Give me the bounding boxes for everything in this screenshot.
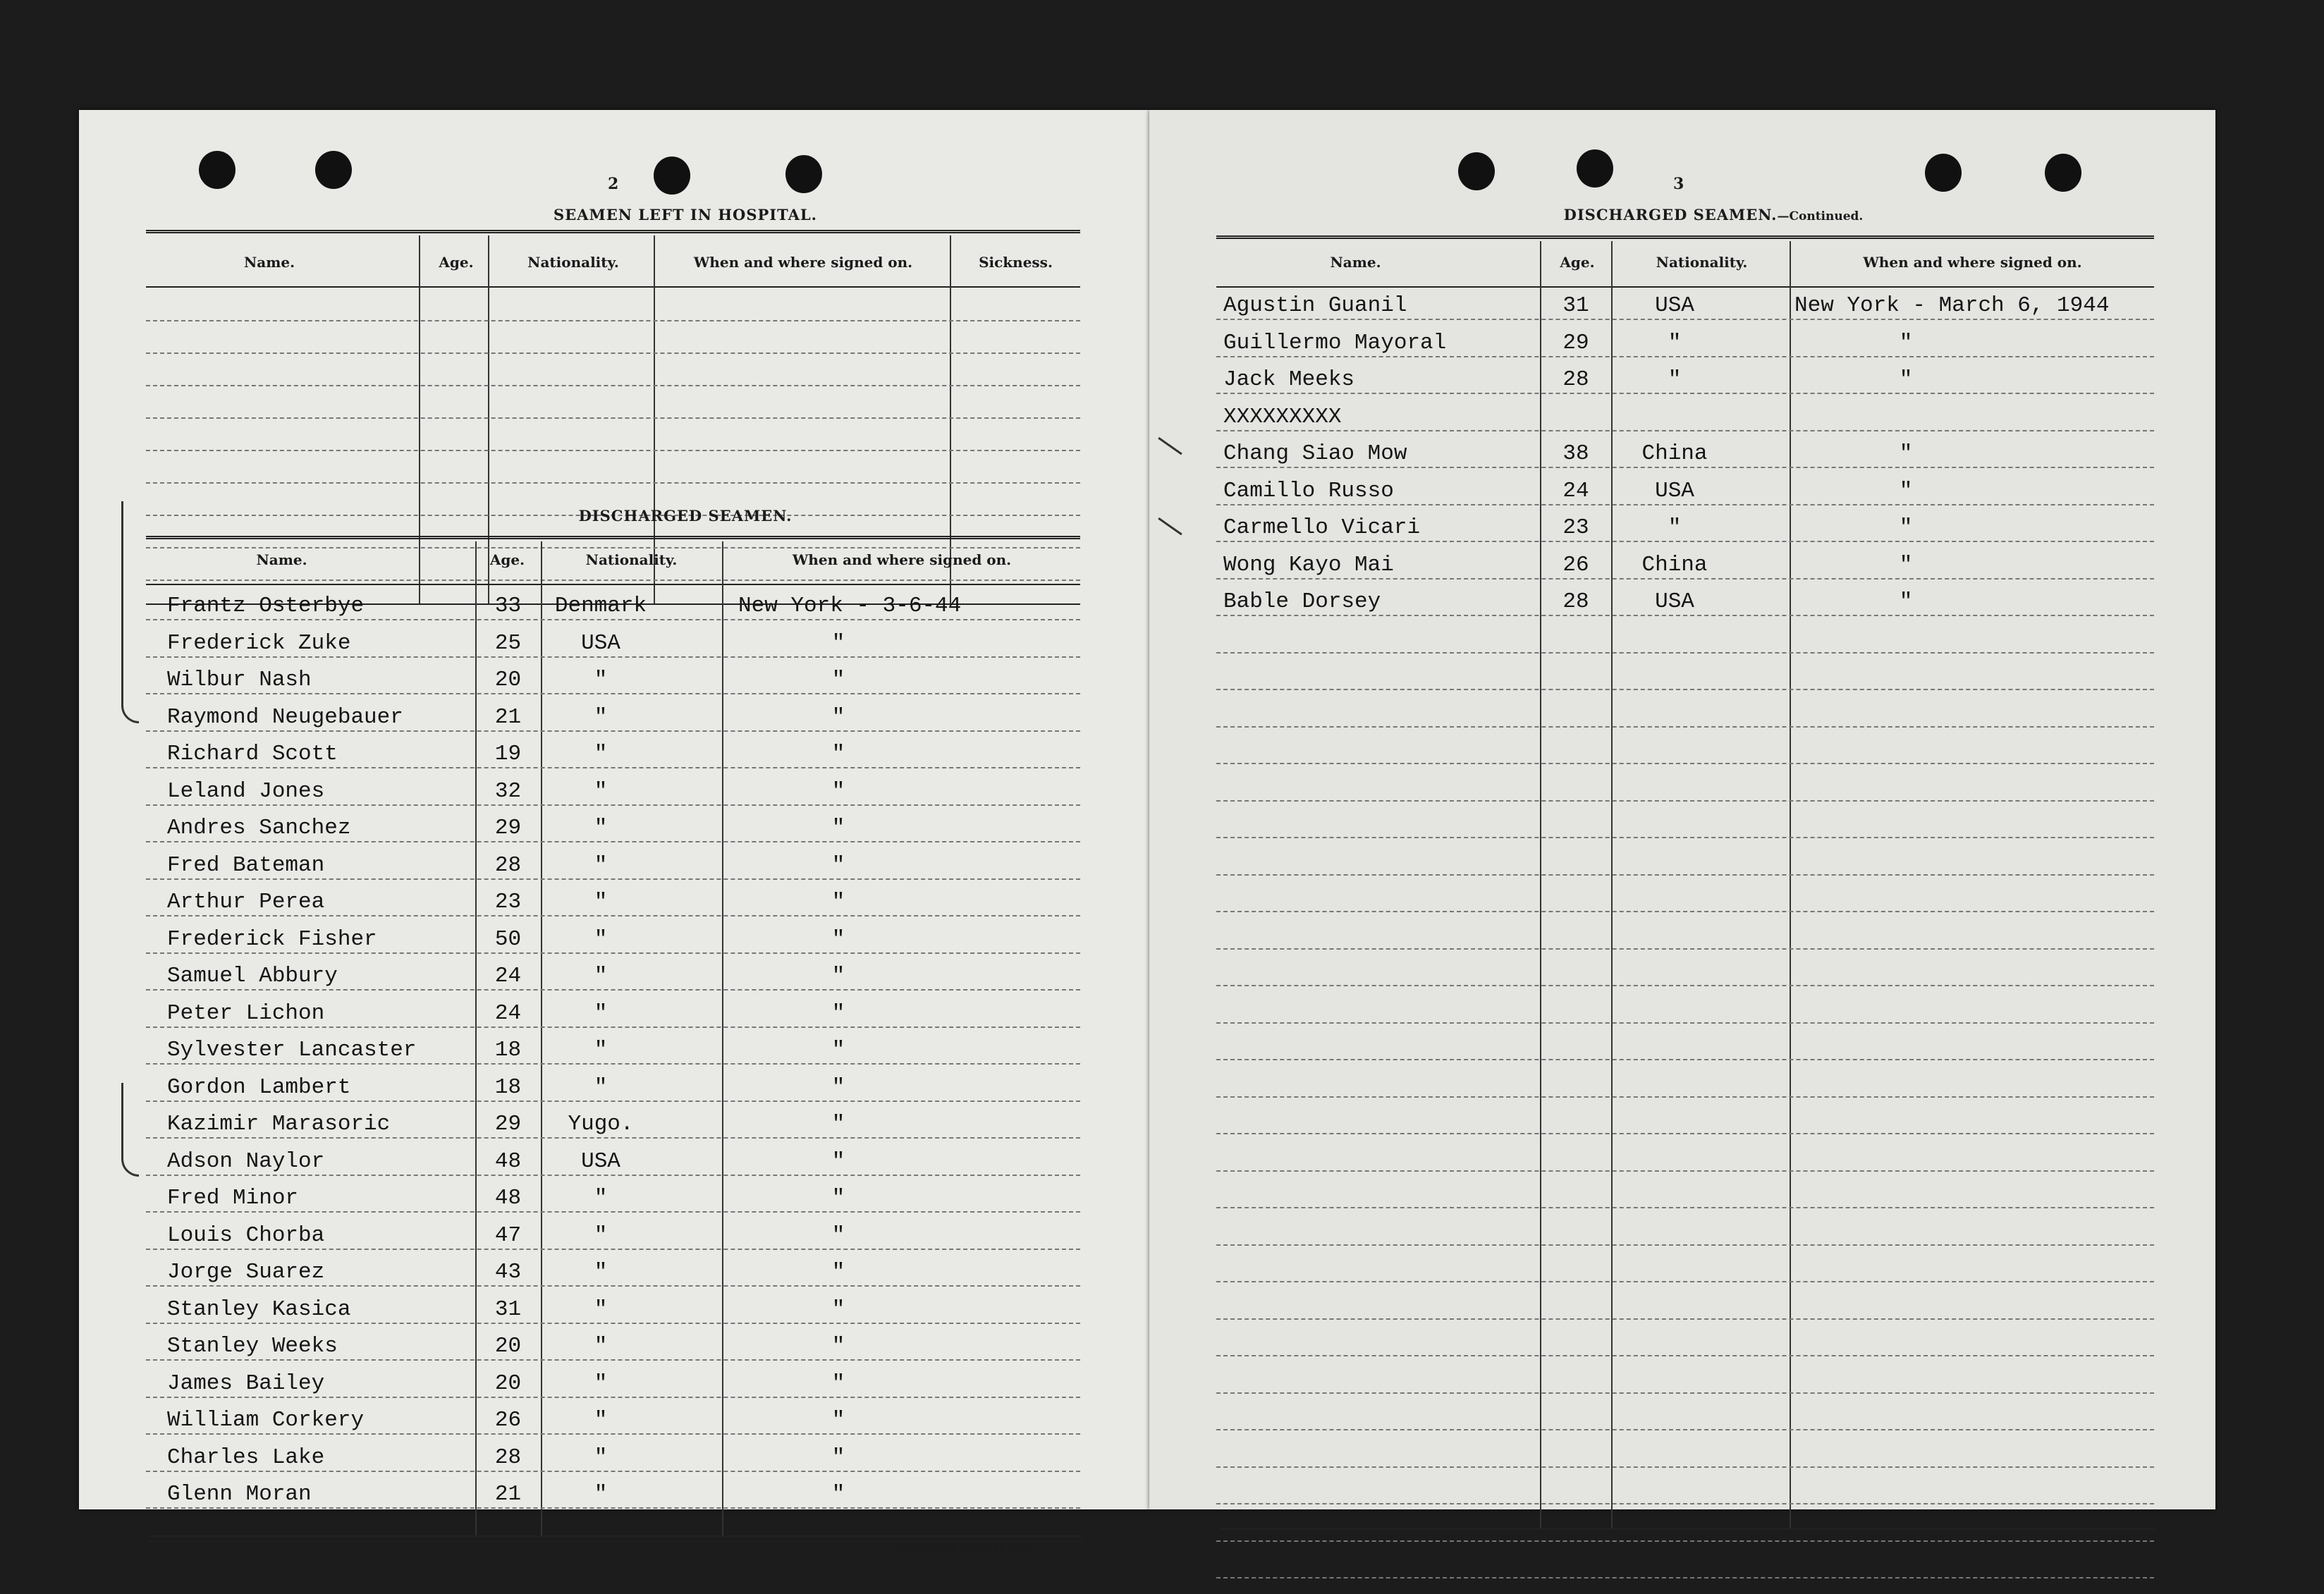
punch-hole — [315, 151, 352, 189]
seaman-nationality: " — [594, 668, 608, 692]
seaman-age: 25 — [494, 630, 522, 656]
seaman-name: Leland Jones — [167, 778, 325, 804]
seaman-name: XXXXXXXXX — [1223, 404, 1342, 429]
seaman-signed-on: " — [1899, 552, 1913, 577]
seaman-name: Louis Chorba — [167, 1222, 325, 1248]
check-mark — [1158, 486, 1204, 536]
check-mark — [1158, 406, 1204, 455]
seaman-signed-on: " — [831, 1408, 845, 1433]
seaman-age: 20 — [494, 1334, 522, 1359]
check-mark — [121, 501, 139, 723]
section-title-suffix: —Continued. — [1777, 209, 1864, 223]
seaman-nationality: " — [594, 890, 608, 914]
seaman-age: 21 — [494, 704, 522, 730]
seaman-signed-on: " — [831, 1445, 845, 1470]
seaman-name: Charles Lake — [167, 1445, 325, 1470]
seaman-signed-on: " — [831, 742, 845, 766]
seaman-name: James Bailey — [167, 1371, 325, 1396]
seaman-name: William Corkery — [167, 1408, 365, 1433]
punch-hole — [785, 155, 822, 193]
punch-hole — [1458, 152, 1495, 190]
seaman-name: Guillermo Mayoral — [1223, 330, 1447, 355]
seaman-age: 50 — [494, 926, 522, 952]
seaman-nationality: " — [594, 1445, 608, 1470]
seaman-nationality: USA — [1655, 589, 1694, 614]
seaman-name: Gordon Lambert — [167, 1074, 351, 1100]
seaman-name: Adson Naylor — [167, 1148, 325, 1174]
seaman-age: 28 — [494, 852, 522, 878]
hospital-header-age: Age. — [439, 254, 474, 271]
seaman-age: 19 — [494, 742, 522, 766]
seaman-nationality: " — [594, 1000, 608, 1026]
seaman-signed-on: " — [831, 1112, 845, 1136]
seaman-nationality: " — [594, 1334, 608, 1359]
seaman-signed-on: " — [831, 1222, 845, 1248]
hospital-header-nationality: Nationality. — [527, 254, 619, 271]
seaman-age: 21 — [494, 1482, 522, 1507]
seaman-signed-on: New York - 3-6-44 — [738, 594, 962, 618]
seaman-nationality: " — [594, 926, 608, 952]
seaman-name: Kazimir Marasoric — [167, 1112, 391, 1136]
seaman-nationality: " — [594, 852, 608, 878]
seaman-age: 48 — [494, 1148, 522, 1174]
right-header-age: Age. — [1560, 254, 1595, 271]
seaman-age: 38 — [1562, 441, 1589, 466]
right-page — [1149, 110, 2215, 1509]
seaman-nationality: USA — [581, 630, 620, 656]
hospital-header-name: Name. — [243, 254, 295, 271]
seaman-name: Camillo Russo — [1223, 478, 1394, 503]
seaman-name: Frederick Fisher — [167, 926, 377, 952]
seaman-name: Peter Lichon — [167, 1000, 325, 1026]
seaman-age: 31 — [494, 1296, 522, 1322]
seaman-signed-on: " — [831, 816, 845, 840]
seaman-nationality: " — [594, 1038, 608, 1062]
seaman-age: 48 — [494, 1186, 522, 1210]
seaman-age: 20 — [494, 668, 522, 692]
seaman-signed-on: " — [831, 964, 845, 988]
discharged-header-signed-on: When and where signed on. — [792, 551, 1012, 568]
discharged-header-name: Name. — [256, 551, 307, 568]
seaman-nationality: " — [594, 1186, 608, 1210]
seaman-name: Carmello Vicari — [1223, 515, 1421, 540]
seaman-signed-on: " — [831, 1148, 845, 1174]
seaman-nationality: Denmark — [554, 594, 647, 618]
seaman-age: 23 — [1562, 515, 1589, 540]
seaman-age: 26 — [494, 1408, 522, 1433]
check-mark — [121, 1083, 139, 1177]
seaman-age: 28 — [494, 1445, 522, 1470]
right-header-name: Name. — [1330, 254, 1381, 271]
seaman-name: Jorge Suarez — [167, 1260, 325, 1285]
seaman-age: 33 — [494, 594, 522, 618]
seaman-signed-on: " — [1899, 330, 1913, 355]
seaman-signed-on: " — [831, 1334, 845, 1359]
seaman-age: 26 — [1562, 552, 1589, 577]
left-page — [79, 110, 1149, 1554]
seaman-age: 29 — [494, 816, 522, 840]
seaman-nationality: Yugo. — [568, 1112, 634, 1136]
seaman-name: Samuel Abbury — [167, 964, 338, 988]
seaman-nationality: China — [1641, 441, 1708, 466]
seaman-name: Wong Kayo Mai — [1223, 552, 1394, 577]
seaman-signed-on: " — [831, 630, 845, 656]
seaman-signed-on: " — [831, 1038, 845, 1062]
punch-hole — [1925, 154, 1962, 192]
seaman-signed-on: " — [831, 1482, 845, 1507]
seaman-age: 28 — [1562, 367, 1589, 392]
seaman-nationality: " — [594, 816, 608, 840]
seaman-signed-on: " — [1899, 515, 1913, 540]
seaman-name: Bable Dorsey — [1223, 589, 1381, 614]
seaman-name: Jack Meeks — [1223, 367, 1355, 392]
discharged-header-age: Age. — [489, 551, 525, 568]
seaman-signed-on: " — [831, 1296, 845, 1322]
seaman-signed-on: " — [831, 1074, 845, 1100]
seaman-age: 28 — [1562, 589, 1589, 614]
seaman-signed-on: " — [831, 1000, 845, 1026]
seaman-name: Arthur Perea — [167, 890, 325, 914]
seaman-age: 24 — [494, 1000, 522, 1026]
seaman-age: 29 — [1562, 330, 1589, 355]
seaman-nationality: " — [1668, 515, 1682, 540]
seaman-nationality: " — [594, 1074, 608, 1100]
seaman-signed-on: New York - March 6, 1944 — [1794, 293, 2110, 318]
seaman-signed-on: " — [831, 852, 845, 878]
seaman-age: 18 — [494, 1038, 522, 1062]
hospital-header-signed-on: When and where signed on. — [693, 254, 913, 271]
seaman-signed-on: " — [831, 890, 845, 914]
seaman-age: 24 — [494, 964, 522, 988]
right-header-nationality: Nationality. — [1656, 254, 1748, 271]
seaman-nationality: USA — [581, 1148, 620, 1174]
seaman-nationality: " — [1668, 330, 1682, 355]
seaman-nationality: USA — [1655, 478, 1694, 503]
seaman-name: Wilbur Nash — [167, 668, 312, 692]
discharged-continued-title — [1530, 206, 1897, 223]
seaman-age: 20 — [494, 1371, 522, 1396]
seaman-nationality: " — [594, 1408, 608, 1433]
seaman-signed-on: " — [831, 1371, 845, 1396]
punch-hole — [2045, 154, 2081, 192]
seaman-age: 31 — [1562, 293, 1589, 318]
seaman-nationality: " — [594, 1296, 608, 1322]
seaman-nationality: " — [594, 1371, 608, 1396]
page-number: 2 — [608, 175, 619, 193]
seaman-name: Glenn Moran — [167, 1482, 312, 1507]
hospital-section-title: SEAMEN LEFT IN HOSPITAL. — [554, 206, 817, 223]
seaman-age: 43 — [494, 1260, 522, 1285]
seaman-age: 47 — [494, 1222, 522, 1248]
seaman-name: Raymond Neugebauer — [167, 704, 403, 730]
seaman-signed-on: " — [831, 668, 845, 692]
seaman-nationality: " — [594, 778, 608, 804]
seaman-name: Frederick Zuke — [167, 630, 351, 656]
seaman-nationality: " — [594, 1482, 608, 1507]
seaman-signed-on: " — [831, 778, 845, 804]
seaman-nationality: USA — [1655, 293, 1694, 318]
seaman-nationality: " — [594, 704, 608, 730]
seaman-age: 18 — [494, 1074, 522, 1100]
seaman-nationality: China — [1641, 552, 1708, 577]
seaman-signed-on: " — [831, 1260, 845, 1285]
seaman-name: Frantz Osterbye — [167, 594, 365, 618]
seaman-signed-on: " — [831, 1186, 845, 1210]
seaman-age: 24 — [1562, 478, 1589, 503]
seaman-signed-on: " — [1899, 367, 1913, 392]
seaman-name: Chang Siao Mow — [1223, 441, 1407, 466]
seaman-name: Fred Bateman — [167, 852, 325, 878]
punch-hole — [199, 151, 236, 189]
seaman-age: 32 — [494, 778, 522, 804]
page-number: 3 — [1673, 175, 1684, 193]
punch-hole — [1577, 149, 1613, 188]
right-header-signed-on: When and where signed on. — [1863, 254, 2082, 271]
discharged-header-nationality: Nationality. — [585, 551, 678, 568]
seaman-name: Stanley Kasica — [167, 1296, 351, 1322]
punch-hole — [654, 157, 690, 195]
seaman-nationality: " — [594, 1260, 608, 1285]
seaman-name: Sylvester Lancaster — [167, 1038, 417, 1062]
seaman-signed-on: " — [831, 704, 845, 730]
seaman-name: Andres Sanchez — [167, 816, 351, 840]
seaman-name: Stanley Weeks — [167, 1334, 338, 1359]
seaman-signed-on: " — [831, 926, 845, 952]
seaman-name: Agustin Guanil — [1223, 293, 1407, 318]
seaman-nationality: " — [594, 1222, 608, 1248]
seaman-name: Fred Minor — [167, 1186, 299, 1210]
seaman-signed-on: " — [1899, 478, 1913, 503]
seaman-nationality: " — [594, 742, 608, 766]
seaman-nationality: " — [594, 964, 608, 988]
continued-note: CONTINUED ON NEXT PAGE. — [899, 1545, 1036, 1554]
hospital-header-sickness: Sickness. — [979, 254, 1053, 271]
seaman-age: 23 — [494, 890, 522, 914]
seaman-signed-on: " — [1899, 441, 1913, 466]
seaman-name: Richard Scott — [167, 742, 338, 766]
seaman-age: 29 — [494, 1112, 522, 1136]
section-title-text: DISCHARGED SEAMEN. — [1563, 206, 1778, 223]
discharged-section-title: DISCHARGED SEAMEN. — [578, 507, 793, 525]
seaman-signed-on: " — [1899, 589, 1913, 614]
seaman-nationality: " — [1668, 367, 1682, 392]
